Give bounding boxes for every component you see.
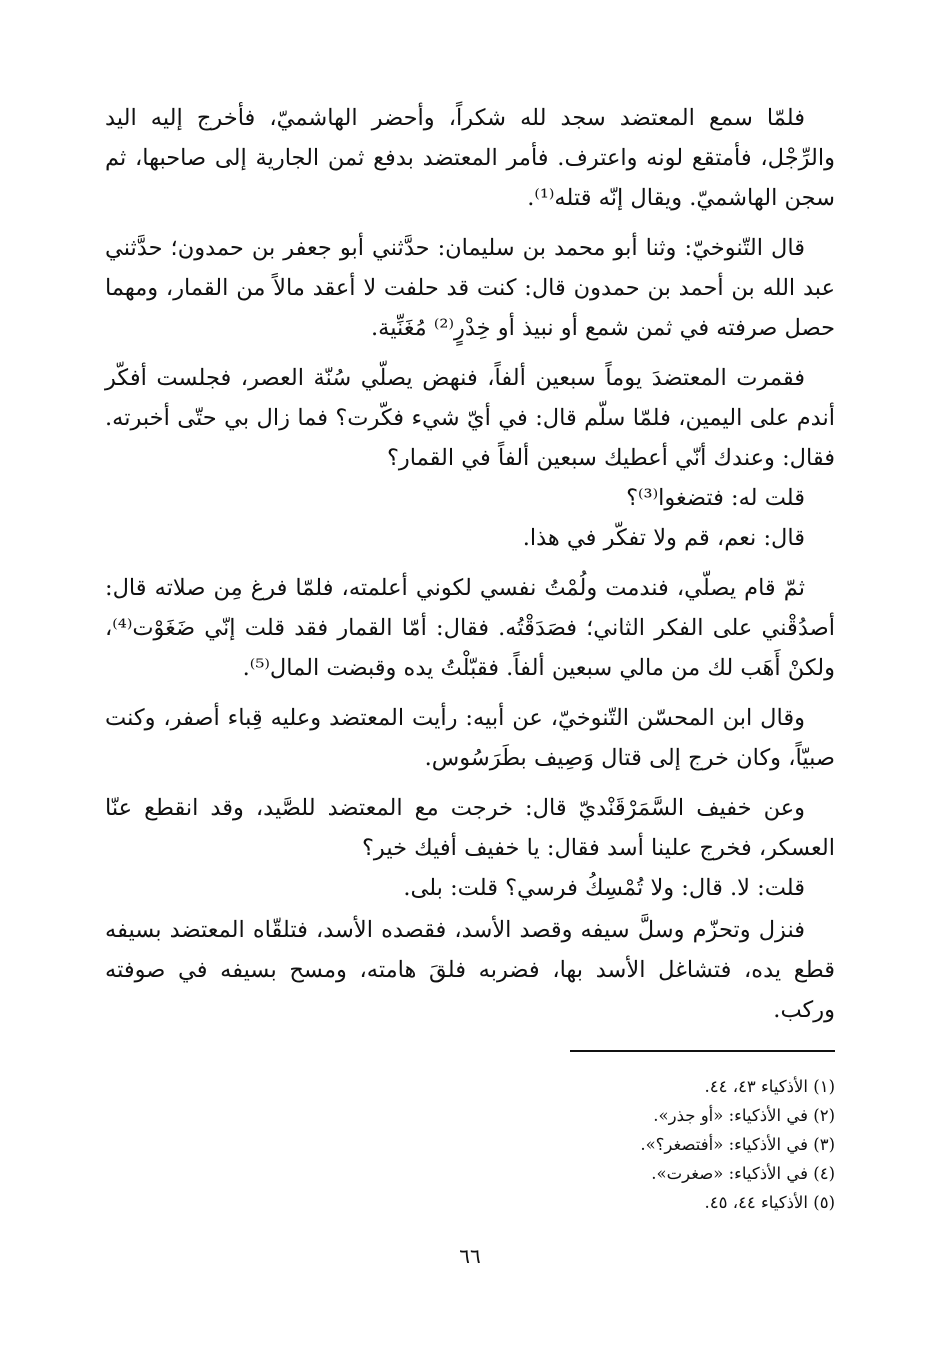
- footnote-4: (٤) في الأذكياء: «صغرت».: [651, 1164, 835, 1183]
- footnote-2: (٢) في الأذكياء: «أو جذر».: [653, 1106, 835, 1125]
- paragraph-1: فلمّا سمع المعتضد سجد لله شكراً، وأحضر الهاشميّ، فأخرج إليه اليد والرِّجْل، فأمتقع لونه واعترف. فأمر المعتضد بدفع ثمن الجارية إلى صاحبها، ثم سجن الهاشميّ. ويقال إنّه قتله⁽¹⁾.: [105, 105, 835, 211]
- footnotes: [415, 1072, 835, 1217]
- paragraph-3: فقمرت المعتضدَ يوماً سبعين ألفاً، فنهض يصلّي سُنّة العصر، فجلست أفكّر أندم على اليمين، فلمّا سلّم قال: في أيّ شيء فكّرت؟ فما زال بي حتّى أخبرته. فقال: وعندك أنّي أعطيك سبعين ألفاً في القمار؟: [105, 365, 835, 471]
- paragraph-5: قال: نعم، قم ولا تفكّر في هذا.: [522, 525, 805, 551]
- footnote-3: (٣) في الأذكياء: «أفتصغر؟».: [640, 1135, 835, 1154]
- footnote-5: (٥) الأذكياء ٤٤، ٤٥.: [704, 1193, 835, 1212]
- paragraph-7: وقال ابن المحسّن التّنوخيّ، عن أبيه: رأيت المعتضد وعليه قِباء أصفر، وكنت صبيّاً، وكان خرج إلى قتال وَصِيف بطَرَسُوس.: [105, 705, 835, 771]
- paragraph-6: ثمّ قام يصلّي، فندمت ولُمْتُ نفسي لكوني أعلمته، فلمّا فرغ مِن صلاته قال: أصدُقْني على الفكر الثاني؛ فصَدَقْتُه. فقال: أمّا القمار فقد قلت إنّي ضَغَوْت⁽⁴⁾، ولكنْ أَهَب لك من مالي سبعين ألفاً. فقبّلْتُ يده وقبضت المال⁽⁵⁾.: [105, 575, 835, 681]
- footnote-1: (١) الأذكياء ٤٣، ٤٤.: [704, 1077, 835, 1096]
- page-number: ٦٦: [459, 1244, 481, 1268]
- paragraph-2: قال التّنوخيّ: وثنا أبو محمد بن سليمان: حدَّثني أبو جعفر بن حمدون؛ حدَّثني عبد الله بن أحمد بن حمدون قال: كنت قد حلفت لا أعقد مالاً من القمار، ومهما حصل صرفته في ثمن شمع أو نبيذ أو خِدْرٍ⁽²⁾ مُغَنِّية.: [105, 235, 835, 341]
- footnote-separator: [570, 1050, 835, 1052]
- paragraph-4: قلت له: فتضغوا⁽³⁾؟: [626, 485, 805, 511]
- paragraph-8: وعن خفيف السَّمَرْقَنْديّ قال: خرجت مع المعتضد للصَّيد، وقد انقطع عنّا العسكر، فخرج علينا أسد فقال: يا خفيف أفيك خير؟: [105, 795, 835, 861]
- main-text: [105, 98, 835, 1030]
- paragraph-9: قلت: لا. قال: ولا تُمْسِكُ فرسي؟ قلت: بلى.: [403, 875, 805, 901]
- paragraph-10: فنزل وتحزّم وسلَّ سيفه وقصد الأسد، فقصده الأسد، فتلقّاه المعتضد بسيفه قطع يده، فتشاغل الأسد بها، فضربه فلقَ هامته، ومسح بسيفه في صوفته وركب.: [105, 917, 835, 1023]
